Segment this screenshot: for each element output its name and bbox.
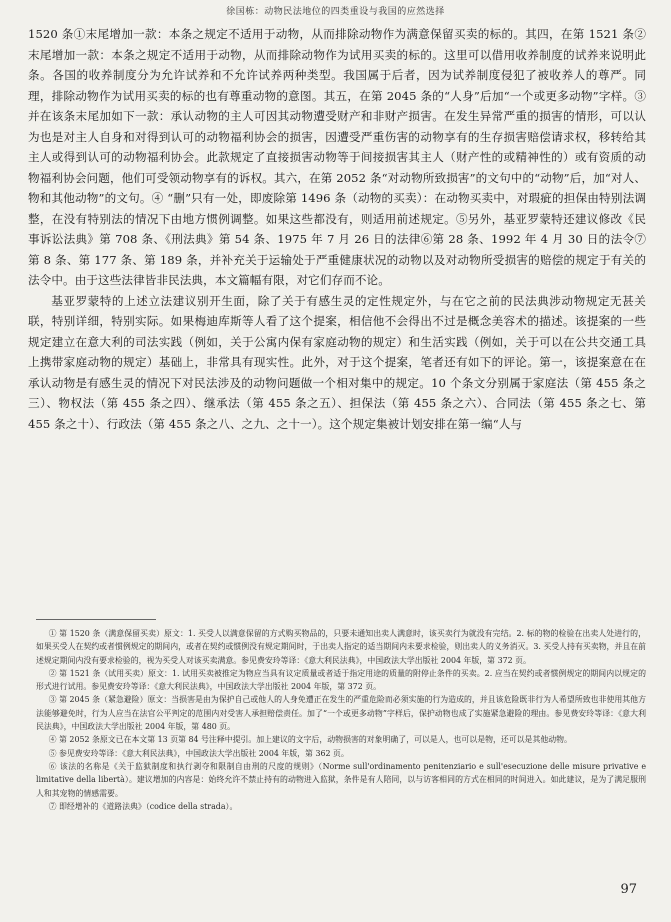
footnote-3: ③ 第 2045 条（紧急避险）原文：当损害是由为保护自己或他人的人身免遭正在发生的严重危险而必须实施的行为造成的，并且该危险既非行为人希望所致也非使用其他方法能够避免时，行为人应当在法官公平判定的范围内对受害人承担赔偿责任。加了“一个或更多动物”字样后，保护动物也成了实施紧急避险的理由。参见费安玲等译：《意大利民法典》，中国政法大学出版社 2004 年版，第 480 页。: [36, 695, 646, 732]
body-paragraph-1: 1520 条①末尾增加一款：本条之规定不适用于动物，从而排除动物作为满意保留买卖的标的。其四，在第 1521 条②末尾增加一款：本条之规定不适用于动物，从而排除动物作为试用买卖的标的。这里可以借用收养制度的试养来说明此条。各国的收养制度分为允许试养和不允许试养两种类型。我国属于后者，因为试养制度侵犯了被收养人的尊严。同理，排除动物作为试用买卖的标的也有尊重动物的意图。其五，在第 2045 条的“人身”后加“一个或更多动物”字样。③ 并在该条末尾加如下一款：承认动物的主人可因其动物遭受财产和非财产损害。在发生异常严重的损害的情形，可以认为也是对主人自身和对得到认可的动物福利协会的损害，因遭受严重伤害的动物享有的生存损害赔偿请求权，移转给其主人或得到认可的动物福利协会。此款规定了直接损害动物等于间接损害其主人（财产性的或精神性的）或有资质的动物福利协会问题，他们可受领动物享有的诉权。其六，在第 2052 条“对动物所致损害”的文句中的“动物”后，加“对人、物和其他动物”的文句。④ “删”只有一处，即废除第 1496 条（动物的买卖）：在动物买卖中，对瑕疵的担保由特别法调整，在没有特别法的情况下由地方惯例调整。如果这些都没有，则适用前述规定。⑤另外，基亚罗蒙特还建议修改《民事诉讼法典》第 708 条、《刑法典》第 54 条、1975 年 7 月 26 日的法律⑥第 28 条、1992 年 4 月 30 日的法令⑦第 8 条、第 177 条、第 189 条，并补充关于运输处于严重健康状况的动物以及对动物所受损害的赔偿的规定于有关的法令中。由于这些法律皆非民法典，本文篇幅有限，对它们存而不论。: [28, 27, 646, 287]
footnote-5: ⑤ 参见费安玲等译：《意大利民法典》，中国政法大学出版社 2004 年版，第 362 页。: [48, 748, 349, 758]
body-paragraph-2: 基亚罗蒙特的上述立法建议别开生面，除了关于有感生灵的定性规定外，与在它之前的民法典涉动物规定无甚关联，特别详细，特别实际。如果梅迪库斯等人看了这个提案，相信他不会得出不过是概念美容术的描述。该提案的一些规定建立在意大利的司法实践（例如，关于公寓内保有家庭动物的规定）和生活实践（例如，关于可以在公共交通工具上携带家庭动物的规定）基础上，非常具有现实性。此外，对于这个提案，笔者还有如下的评论。第一，该提案意在在承认动物是有感生灵的情况下对民法涉及的动物问题做一个相对集中的规定。10 个条文分别属于家庭法（第 455 条之三）、物权法（第 455 条之四）、继承法（第 455 条之五）、担保法（第 455 条之六）、合同法（第 455 条之七、第 455 条之十）、行政法（第 455 条之八、之九、之十一）。这个规定集被计划安排在第一编“人与: [28, 293, 646, 431]
footnote-6: ⑥ 该法的名称是《关于监狱制度和执行剥夺和限制自由刑的尺度的规则》（Norme sull'ordinamento penitenziario e sull'esecuzione delle misure privative e limitative della libertà）。建议增加的内容是：始终允许不禁止持有的动物进入监狱，条件是有人陪同，以与访客相同的方式在相同的时间进入。如此建议，是为了满足服刑人和其宠物的情感需要。: [36, 761, 646, 798]
footnote-divider: [36, 619, 156, 620]
footnote-2: ② 第 1521 条（试用买卖）原文：1. 试用买卖被推定为物应当具有议定质量或者适于指定用途的质量的附停止条件的买卖。2. 应当在契约或者惯例规定的期间内以规定的形式进行试用。参见费安玲等译：《意大利民法典》，中国政法大学出版社 2004 年版，第 372 页。: [36, 668, 646, 692]
main-text: [28, 24, 646, 434]
footnotes: [36, 627, 646, 813]
footnote-1: ① 第 1520 条（满意保留买卖）原文：1. 买受人以满意保留的方式购买物品的，只要未通知出卖人满意时，该买卖行为就没有完结。2. 标的物的检验在出卖人处进行的，如果买受人在契约或者惯例规定的期间内，或者在契约或惯例没有规定期间时，于出卖人指定的适当期间内未要求检验，则出卖人的义务消灭。3. 买受人持有买卖物，并且在前述规定期间内没有要求检验的，视为买受人对该买卖满意。参见费安玲等译：《意大利民法典》，中国政法大学出版社 2004 年版，第 372 页。: [36, 629, 646, 665]
running-head: 徐国栋：动物民法地位的四类重设与我国的应然选择: [226, 7, 445, 17]
footnote-7: ⑦ 即经增补的《道路法典》（codice della strada）。: [48, 801, 238, 811]
page-number: 97: [620, 882, 637, 897]
footnote-4: ④ 第 2052 条原文已在本文第 13 页第 84 号注释中提引。加上建议的文字后，动物损害的对象明确了，可以是人，也可以是物，还可以是其他动物。: [48, 735, 572, 745]
